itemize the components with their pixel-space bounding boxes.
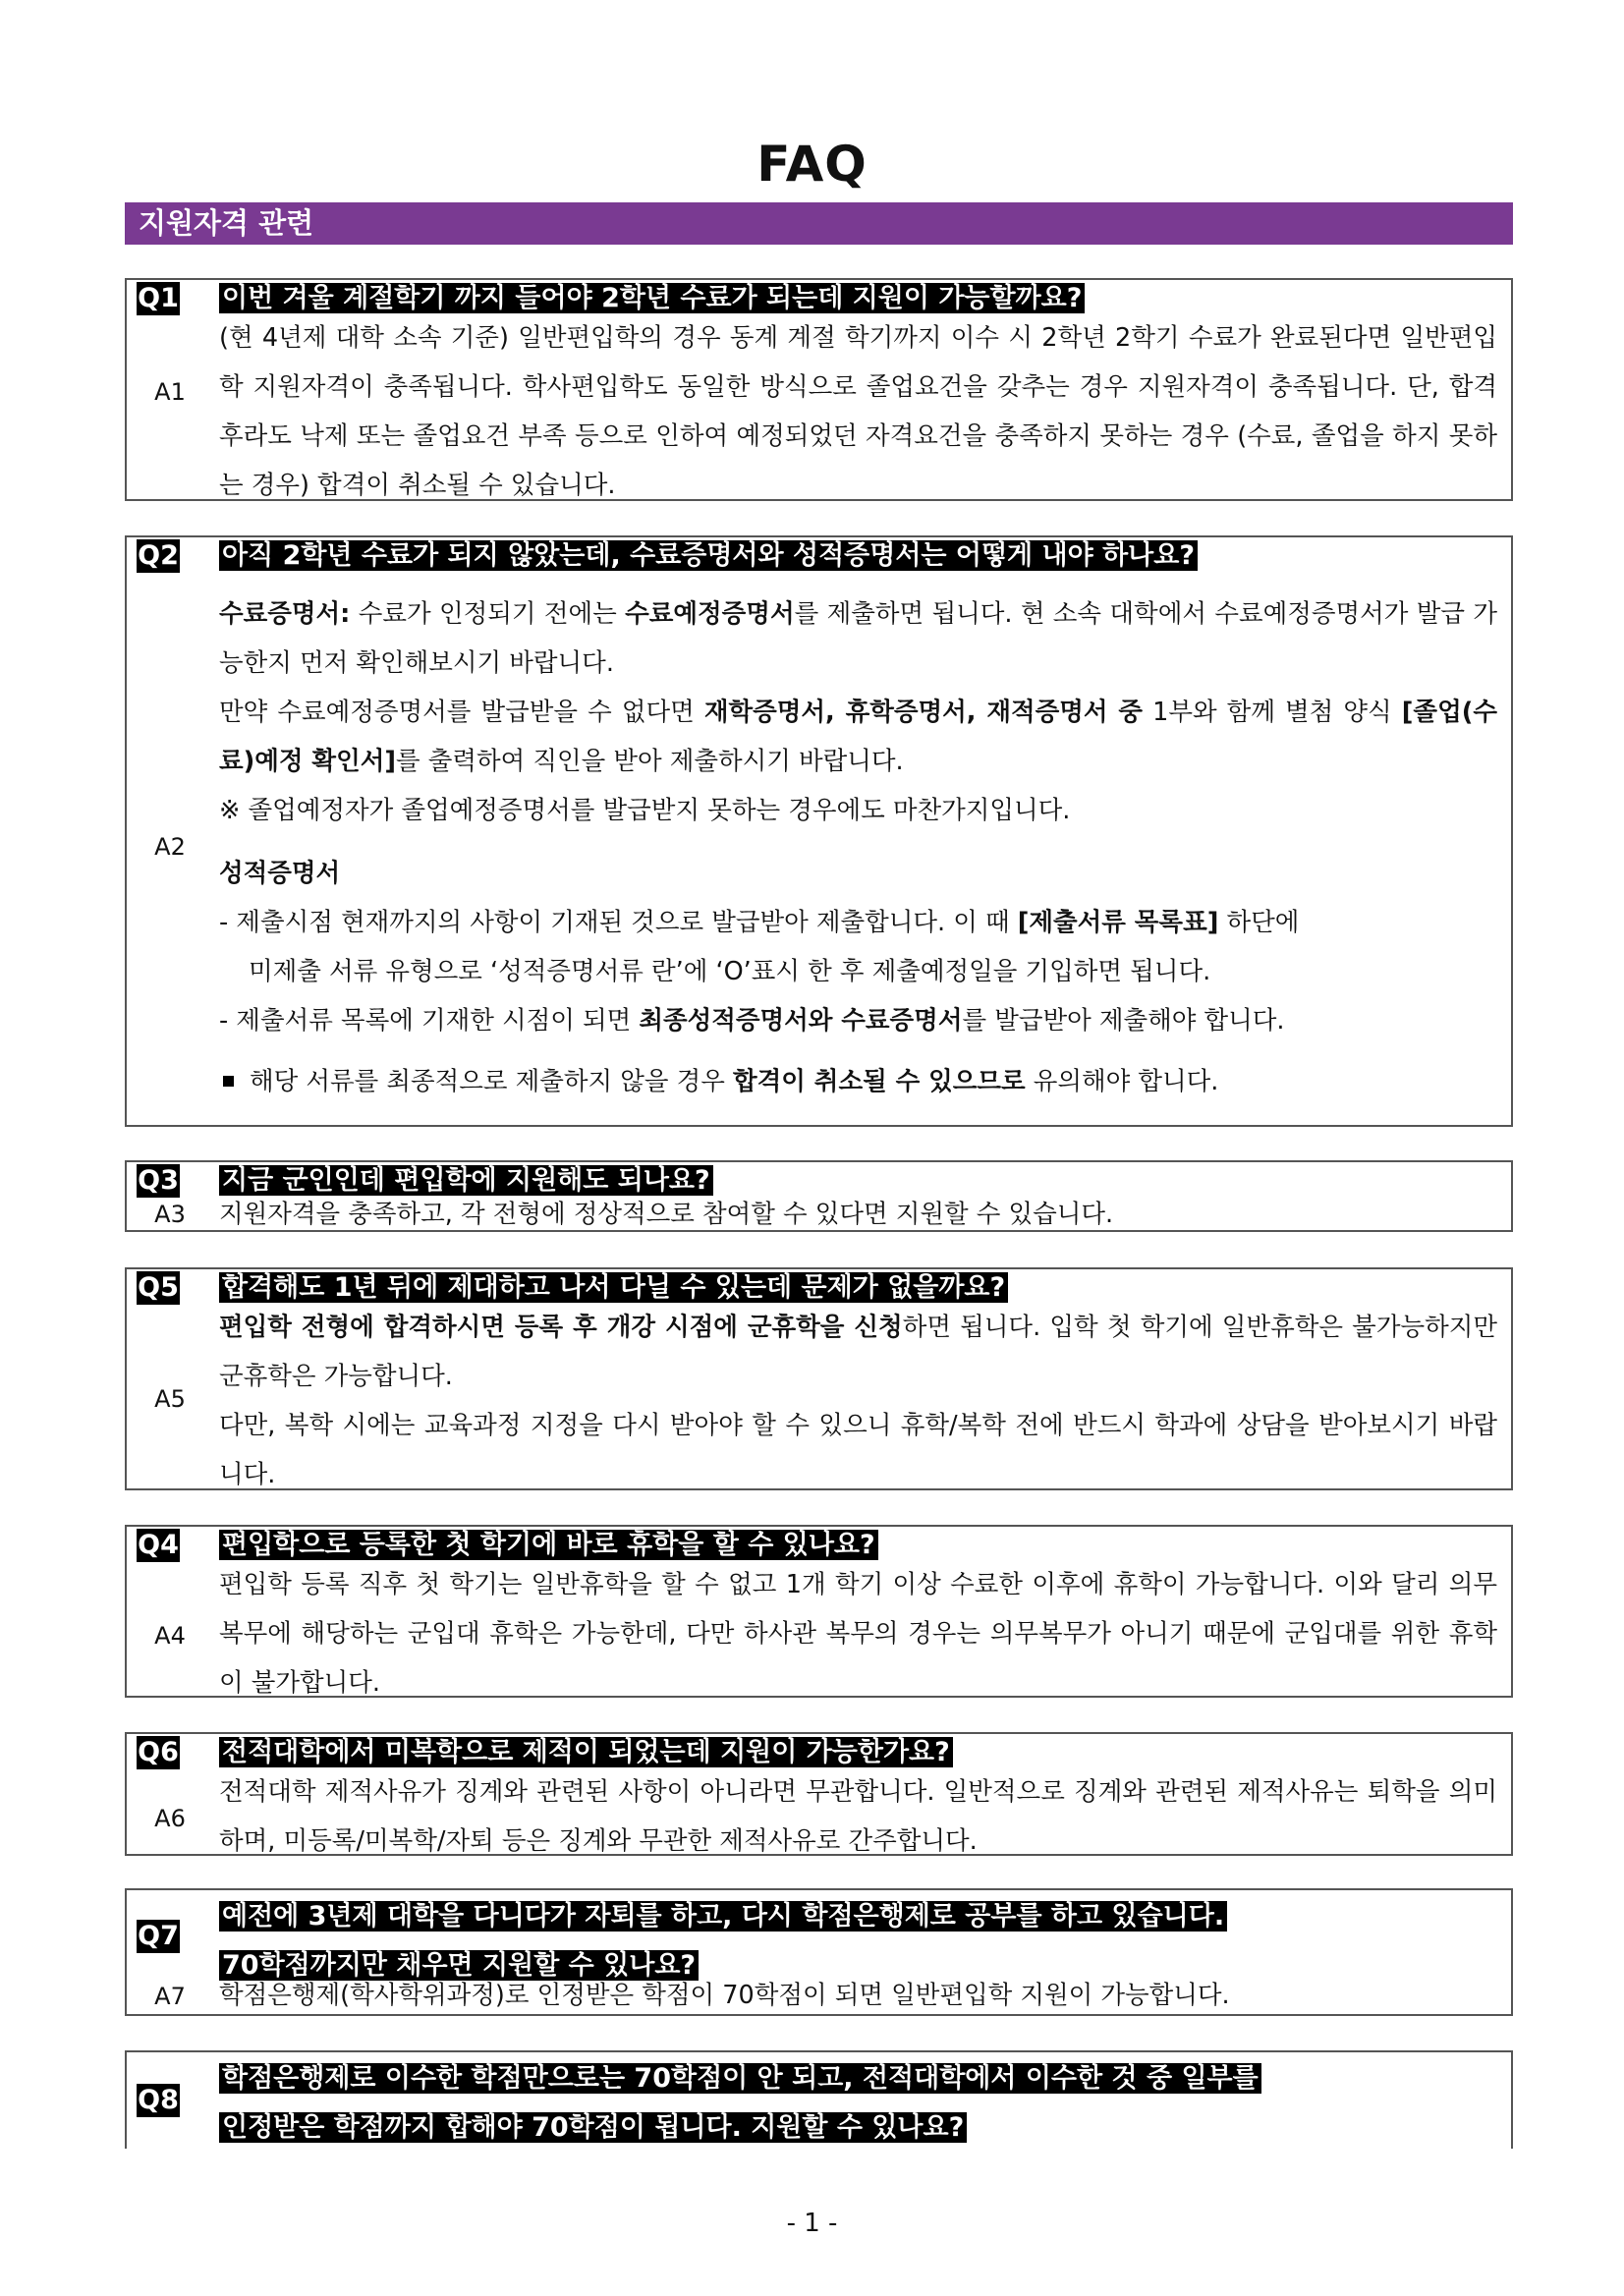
- question-highlight: 아직 2학년 수료가 되지 않았는데, 수료증명서와 성적증명서는 어떻게 내야 하나요?: [219, 540, 1198, 571]
- bold-text: 수료증명서:: [219, 599, 351, 629]
- question-label: Q1: [138, 283, 179, 313]
- question-highlight: 편입학으로 등록한 첫 학기에 바로 휴학을 할 수 있나요?: [219, 1530, 878, 1560]
- question-highlight: 70학점까지만 채우면 지원할 수 있나요?: [219, 1950, 699, 1981]
- question-highlight: 예전에 3년제 대학을 다니다가 자퇴를 하고, 다시 학점은행제로 공부를 하고 있습니다.: [219, 1901, 1227, 1932]
- bold-text: [제출서류 목록표]: [1017, 908, 1219, 937]
- answer-label: A5: [154, 1385, 186, 1413]
- question-text: [219, 282, 1085, 315]
- answer-body: [219, 589, 1497, 1106]
- answer-paragraph: 미제출 서류 유형으로 ‘성적증명서류 란’에 ‘O’표시 한 후 제출예정일을 기입하면 됩니다.: [249, 957, 1211, 986]
- square-bullet-icon: [223, 1076, 234, 1087]
- qa-item-q6: [125, 1732, 1513, 1856]
- answer-paragraph: [219, 898, 1497, 947]
- text-run: 유의해야 합니다.: [1025, 1067, 1219, 1096]
- question-highlight: 학점은행제로 이수한 학점만으로는 70학점이 안 되고, 전적대학에서 이수한 것 중 일부를: [219, 2063, 1261, 2094]
- qa-item-q5: [125, 1267, 1513, 1490]
- answer-label: A6: [154, 1805, 186, 1832]
- bold-text: [졸업(수료)예정 확인서]: [219, 698, 1497, 776]
- page-title: FAQ: [756, 136, 868, 193]
- subheading: 성적증명서: [219, 859, 341, 888]
- page-number: - 1 -: [786, 2209, 838, 2238]
- text-run: 1부와 함께 별첨 양식: [1143, 698, 1402, 727]
- bold-text: 편입학 전형에 합격하시면 등록 후 개강 시점에 군휴학을 신청: [219, 1313, 903, 1342]
- question-label: Q7: [138, 1921, 179, 1951]
- text-run: 하단에: [1218, 908, 1300, 937]
- question-label: Q3: [138, 1165, 179, 1196]
- question-label: Q2: [138, 540, 179, 571]
- answer-label: A7: [154, 1983, 186, 2010]
- answer-paragraph: [219, 1303, 1497, 1401]
- bold-text: 합격이 취소될 수 있으므로: [733, 1067, 1026, 1096]
- question-highlight: 합격해도 1년 뒤에 제대하고 나서 다닐 수 있는데 문제가 없을까요?: [219, 1272, 1008, 1303]
- answer-text: 편입학 등록 직후 첫 학기는 일반휴학을 할 수 없고 1개 학기 이상 수료한 이후에 휴학이 가능합니다. 이와 달리 의무복무에 해당하는 군입대 휴학은 가능한데, 다만 하사관 복무의 경우는 의무복무가 아니기 때문에 군입대를 위한 휴학이 불가합니다.: [219, 1570, 1497, 1698]
- answer-label: A3: [154, 1201, 186, 1228]
- question-text: [219, 1164, 713, 1198]
- question-highlight: 지금 군인인데 편입학에 지원해도 되나요?: [219, 1165, 713, 1196]
- answer-text: 학점은행제(학사학위과정)로 인정받은 학점이 70학점이 되면 일반편입학 지원이 가능합니다.: [219, 1981, 1230, 2010]
- question-text: [219, 539, 1198, 573]
- bold-text: 최종성적증명서와 수료증명서: [639, 1006, 963, 1036]
- answer-note: ※ 졸업예정자가 졸업예정증명서를 발급받지 못하는 경우에도 마찬가지입니다.: [219, 796, 1071, 825]
- section-header: 지원자격 관련: [125, 202, 1513, 245]
- text-run: 하면 됩니다. 입학 첫 학기에 일반휴학은 불가능하지만 군휴학은 가능합니다.: [219, 1313, 1497, 1391]
- question-label: Q6: [138, 1737, 179, 1767]
- answer-label: A4: [154, 1622, 186, 1650]
- text-run: 를 발급받아 제출해야 합니다.: [962, 1006, 1285, 1036]
- question-text: [219, 1892, 1497, 1990]
- answer-text: (현 4년제 대학 소속 기준) 일반편입학의 경우 동계 계절 학기까지 이수 시 2학년 2학기 수료가 완료된다면 일반편입학 지원자격이 충족됩니다. 학사편입학도 동일한 방식으로 졸업요건을 갖추는 경우 지원자격이 충족됩니다. 단, 합격 후라도 낙제 또는 졸업요건 부족 등으로 인하여 예정되었던 자격요건을 충족하지 못하는 경우 (수료, 졸업을 하지 못하는 경우) 합격이 취소될 수 있습니다.: [219, 323, 1497, 500]
- text-run: - 제출서류 목록에 기재한 시점이 되면: [219, 1006, 640, 1036]
- qa-item-q1: [125, 278, 1513, 501]
- answer-paragraph: [219, 688, 1497, 786]
- answer-paragraph: [219, 996, 1497, 1045]
- answer-label: A2: [154, 833, 186, 861]
- bold-text: 수료예정증명서: [625, 599, 795, 629]
- qa-item-q7: [125, 1888, 1513, 2016]
- text-run: 수료가 인정되기 전에는: [350, 599, 626, 629]
- text-run: 를 출력하여 직인을 받아 제출하시기 바랍니다.: [396, 747, 904, 776]
- qa-item-q4: [125, 1525, 1513, 1698]
- answer-paragraph: [219, 1057, 1497, 1106]
- question-highlight: 인정받은 학점까지 합해야 70학점이 됩니다. 지원할 수 있나요?: [219, 2112, 967, 2143]
- text-run: 해당 서류를 최종적으로 제출하지 않을 경우: [250, 1067, 734, 1096]
- answer-body: [219, 1303, 1497, 1499]
- text-run: 만약 수료예정증명서를 발급받을 수 없다면: [219, 698, 704, 727]
- question-label: Q5: [138, 1272, 179, 1303]
- text-run: - 제출시점 현재까지의 사항이 기재된 것으로 발급받아 제출합니다. 이 때: [219, 908, 1018, 937]
- question-label: Q8: [138, 2085, 179, 2115]
- question-highlight: 이번 겨울 계절학기 까지 들어야 2학년 수료가 되는데 지원이 가능할까요?: [219, 283, 1085, 313]
- answer-paragraph: 다만, 복학 시에는 교육과정 지정을 다시 받아야 할 수 있으니 휴학/복학 전에 반드시 학과에 상담을 받아보시기 바랍니다.: [219, 1411, 1497, 1489]
- qa-item-q2: [125, 535, 1513, 1127]
- answer-text: 지원자격을 충족하고, 각 전형에 정상적으로 참여할 수 있다면 지원할 수 있습니다.: [219, 1200, 1114, 1229]
- answer-text: 전적대학 제적사유가 징계와 관련된 사항이 아니라면 무관합니다. 일반적으로 징계와 관련된 제적사유는 퇴학을 의미하며, 미등록/미복학/자퇴 등은 징계와 무관한 제적사유로 간주합니다.: [219, 1777, 1497, 1856]
- answer-label: A1: [154, 378, 186, 406]
- question-label: Q4: [138, 1530, 179, 1560]
- question-text: [219, 2054, 1497, 2153]
- question-highlight: 전적대학에서 미복학으로 제적이 되었는데 지원이 가능한가요?: [219, 1737, 953, 1767]
- answer-paragraph: [219, 589, 1497, 688]
- qa-item-q3: [125, 1160, 1513, 1232]
- question-text: [219, 1736, 953, 1769]
- question-text: [219, 1529, 878, 1562]
- text-run: 를 제출하면 됩니다. 현 소속 대학에서 수료예정증명서가 발급 가능한지 먼저 확인해보시기 바랍니다.: [219, 599, 1497, 678]
- qa-item-q8: [125, 2050, 1513, 2149]
- bold-text: 재학증명서, 휴학증명서, 재적증명서 중: [703, 698, 1143, 727]
- question-text: [219, 1271, 1008, 1305]
